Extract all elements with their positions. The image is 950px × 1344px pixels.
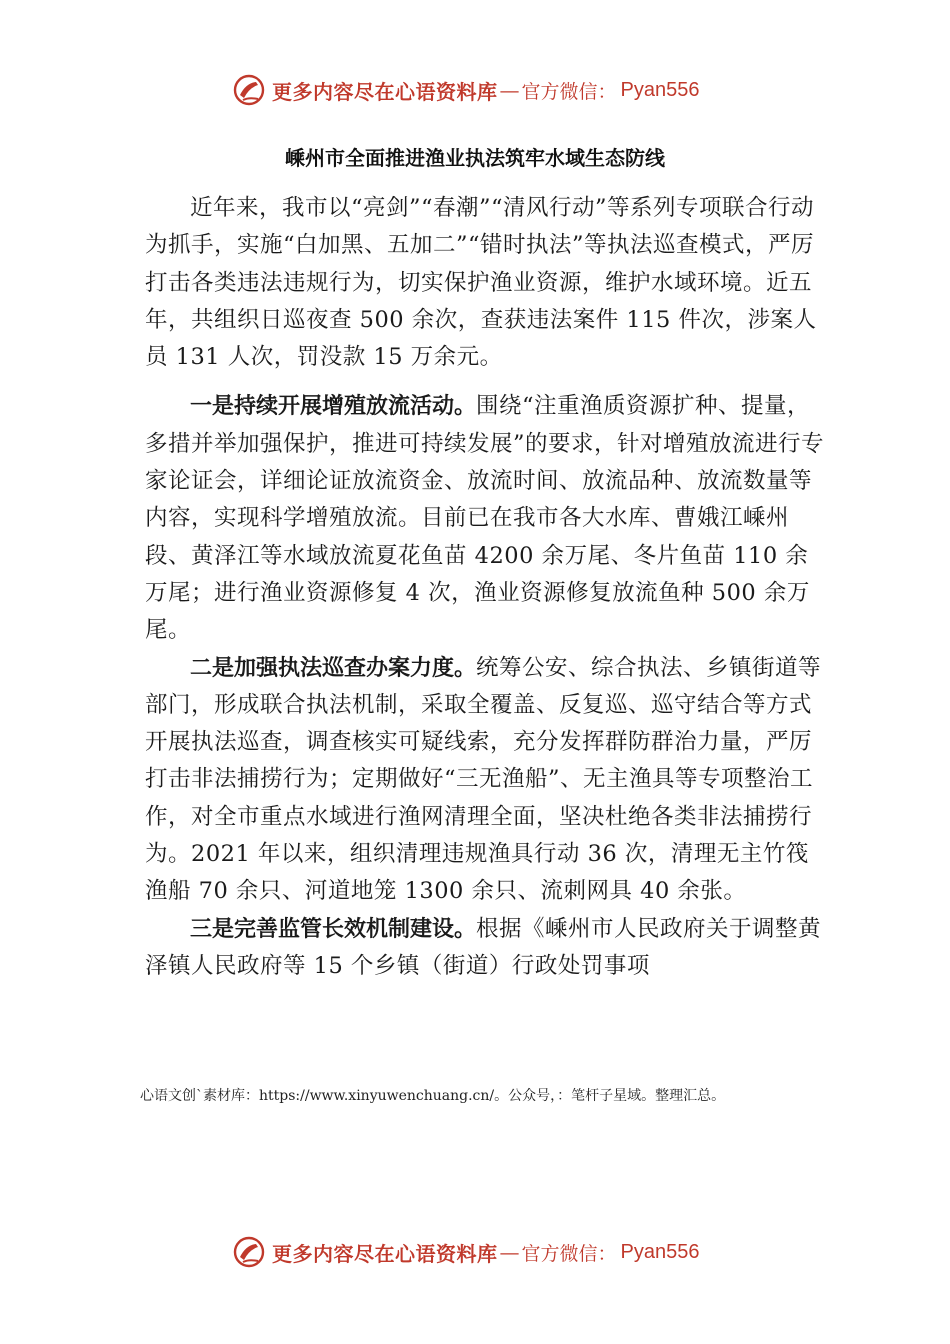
document-title: 嵊州市全面推进渔业执法筑牢水域生态防线 — [285, 146, 665, 170]
section-one-text: 围绕“注重渔质资源扩种、提量，多措并举加强保护，推进可持续发展”的要求，针对增殖放流进行专家论证会，详细论证放流资金、放流时间、放流品种、放流数量等内容，实现科学增殖放流。目前已在我市各大水库、曹娥江嵊州段、黄泽江等水域放流夏花鱼苗 4200 余万尾、冬片鱼苗 110 余万尾；进行渔业资源修复 4 次，渔业资源修复放流鱼种 500 余万尾。 — [145, 393, 825, 644]
header-banner — [232, 70, 732, 110]
footer-banner — [232, 1232, 732, 1272]
section-two-paragraph — [145, 650, 825, 911]
banner-separator: — — [499, 1240, 520, 1264]
hand-pen-logo-icon — [232, 1235, 266, 1269]
banner-text: 更多内容尽在心语资料库 — [272, 79, 498, 104]
intro-paragraph: 近年来，我市以“亮剑”“春潮”“清风行动”等系列专项联合行动为抓手，实施“白加黑、五加二”“错时执法”等执法巡查模式，严厉打击各类违法违规行为，切实保护渔业资源，维护水域环境。近五年，共组织日巡夜查 500 余次，查获违法案件 115 件次，涉案人员 131 人次，罚没款 15 万余元。 — [145, 195, 817, 371]
section-three-paragraph — [145, 911, 825, 986]
section-two-heading: 二是加强执法巡查办案力度。 — [190, 655, 477, 681]
banner-separator: — — [499, 78, 520, 102]
banner-text: 更多内容尽在心语资料库 — [272, 1241, 498, 1266]
section-three-heading: 三是完善监管长效机制建设。 — [190, 916, 477, 942]
section-two-text: 统筹公安、综合执法、乡镇街道等部门，形成联合执法机制，采取全覆盖、反复巡、巡守结合等方式开展执法巡查，调查核实可疑线索，充分发挥群防群治力量，严厉打击非法捕捞行为；定期做好“三无渔船”、无主渔具等专项整治工作，对全市重点水域进行渔网清理全面，坚决杜绝各类非法捕捞行为。2021 年以来，组织清理违规渔具行动 36 次，清理无主竹筏渔船 70 余只、河道地笼 1300 余只、流刺网具 40 余张。 — [145, 654, 822, 905]
banner-wechat-id: Pyan556 — [620, 1240, 700, 1263]
section-one-heading: 一是持续开展增殖放流活动。 — [190, 394, 477, 420]
banner-wechat-id: Pyan556 — [620, 78, 700, 101]
section-three-text: 根据《嵊州市人民政府关于调整黄泽镇人民政府等 15 个乡镇（街道）行政处罚事项 — [145, 915, 822, 979]
source-footnote: 心语文创`素材库：https://www.xinyuwenchuang.cn/。公众号，：笔杆子星域。整理汇总。 — [140, 1088, 726, 1104]
section-one-paragraph — [145, 388, 825, 649]
banner-wechat-label: 官方微信： — [521, 1242, 617, 1265]
banner-wechat-label: 官方微信： — [521, 80, 617, 103]
document-body — [145, 190, 825, 985]
hand-pen-logo-icon — [232, 73, 266, 107]
